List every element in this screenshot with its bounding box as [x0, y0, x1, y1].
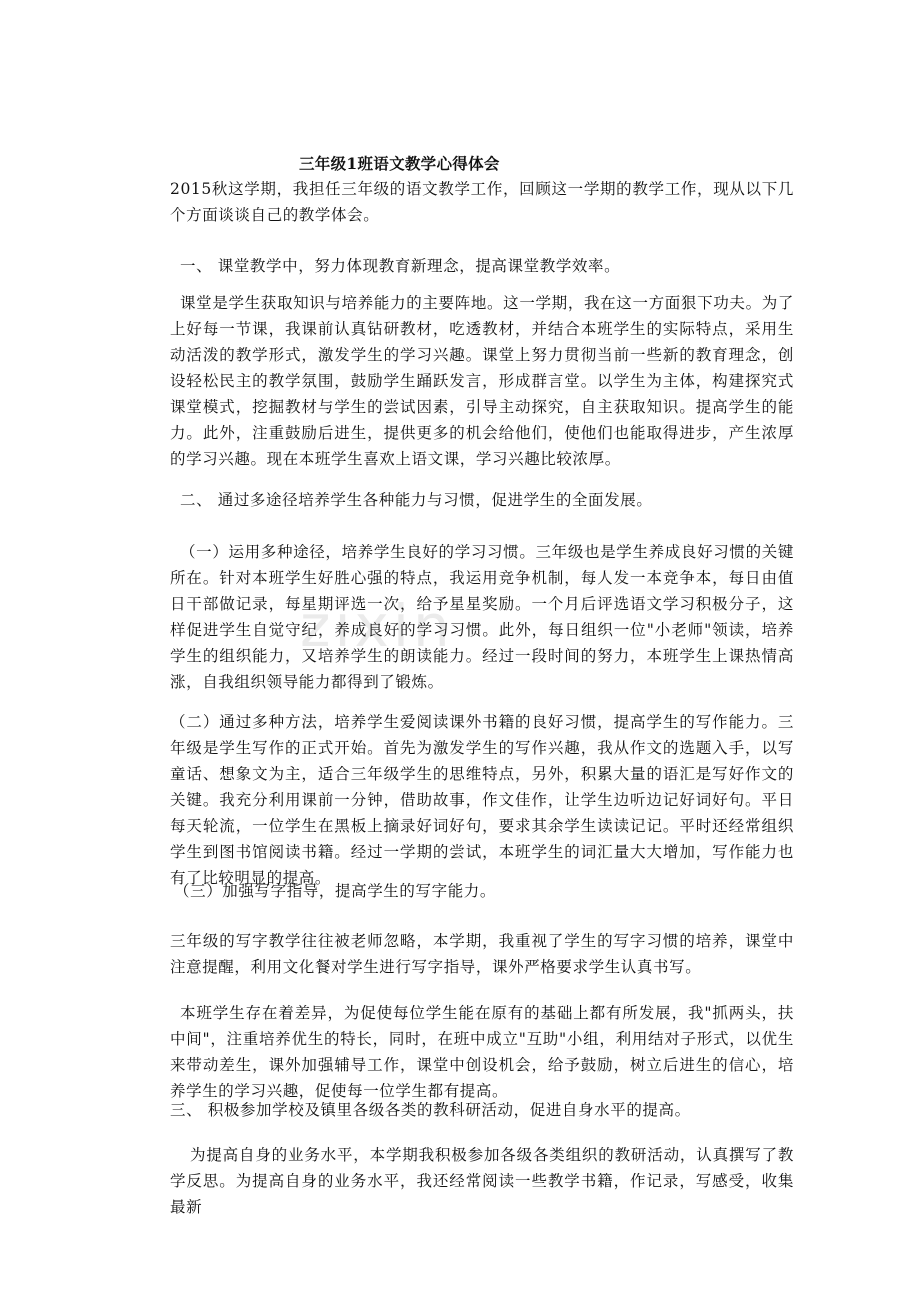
paragraph-intro: 2015秋这学期，我担任三年级的语文教学工作，回顾这一学期的教学工作，现从以下几个方面谈谈自己的教学体会。: [170, 180, 794, 224]
section-heading-3: 三、 积极参加学校及镇里各级各类的教科研活动，促进自身水平的提高。: [170, 1101, 691, 1119]
document-title: 三年级1班语文教学心得体会: [299, 154, 500, 173]
section-heading-1: 一、 课堂教学中，努力体现教育新理念，提高课堂教学效率。: [180, 257, 621, 275]
paragraph-differences: 本班学生存在着差异，为促使每位学生能在原有的基础上都有所发展，我"抓两头，扶中间"，注重培养优生的特长，同时，在班中成立"互助"小组，利用结对子形式，以优生来带动差生，课外加强辅导工作，课堂中创设机会，给予鼓励，树立后进生的信心，培养学生的学习兴趣，促使每一位学生都有提高。: [170, 1004, 794, 1100]
paragraph-research: 为提高自身的业务水平，本学期我积极参加各级各类组织的教研活动，认真撰写了教学反思。为提高自身的业务水平，我还经常阅读一些教学书籍，作记录，写感受，收集最新: [170, 1146, 794, 1216]
paragraph-writing-heading: （三）加强写字指导，提高学生的写字能力。: [174, 882, 497, 900]
watermark: zixin: [300, 592, 454, 660]
paragraph-reading: （二）通过多种方法，培养学生爱阅读课外书籍的良好习惯，提高学生的写作能力。三年级是学生写作的正式开始。首先为激发学生的写作兴趣，我从作文的选题入手，以写童话、想象文为主，适合三年级学生的思维特点，另外，积累大量的语汇是写好作文的关键。我充分利用课前一分钟，借助故事，作文佳作，让学生边听边记好词好句。平日每天轮流，一位学生在黑板上摘录好词好句，要求其余学生读读记记。平时还经常组织学生到图书馆阅读书籍。经过一学期的尝试，本班学生的词汇量大大增加，写作能力也有了比较明显的提高。: [170, 713, 794, 887]
paragraph-habits: （一）运用多种途径，培养学生良好的学习习惯。三年级也是学生养成良好习惯的关键所在。针对本班学生好胜心强的特点，我运用竞争机制，每人发一本竞争本，每日由值日干部做记录，每星期评选一次，给予星星奖励。一个月后评选语文学习积极分子，这样促进学生自觉守纪，养成良好的学习习惯。此外，每日组织一位"小老师"领读，培养学生的组织能力，又培养学生的朗读能力。经过一段时间的努力，本班学生上课热情高涨，自我组织领导能力都得到了锻炼。: [170, 543, 794, 691]
section-heading-2: 二、 通过多途径培养学生各种能力与习惯，促进学生的全面发展。: [180, 491, 653, 509]
paragraph-writing: 三年级的写字教学往往被老师忽略，本学期，我重视了学生的写字习惯的培养，课堂中注意提醒，利用文化餐对学生进行写字指导，课外严格要求学生认真书写。: [170, 932, 794, 976]
paragraph-classroom: 课堂是学生获取知识与培养能力的主要阵地。这一学期，我在这一方面狠下功夫。为了上好每一节课，我课前认真钻研教材，吃透教材，并结合本班学生的实际特点，采用生动活泼的教学形式，激发学生的学习兴趣。课堂上努力贯彻当前一些新的教育理念，创设轻松民主的教学氛围，鼓励学生踊跃发言，形成群言堂。以学生为主体，构建探究式课堂模式，挖掘教材与学生的尝试因素，引导主动探究，自主获取知识。提高学生的能力。此外，注重鼓励后进生，提供更多的机会给他们，使他们也能取得进步，产生浓厚的学习兴趣。现在本班学生喜欢上语文课，学习兴趣比较浓厚。: [170, 294, 794, 468]
